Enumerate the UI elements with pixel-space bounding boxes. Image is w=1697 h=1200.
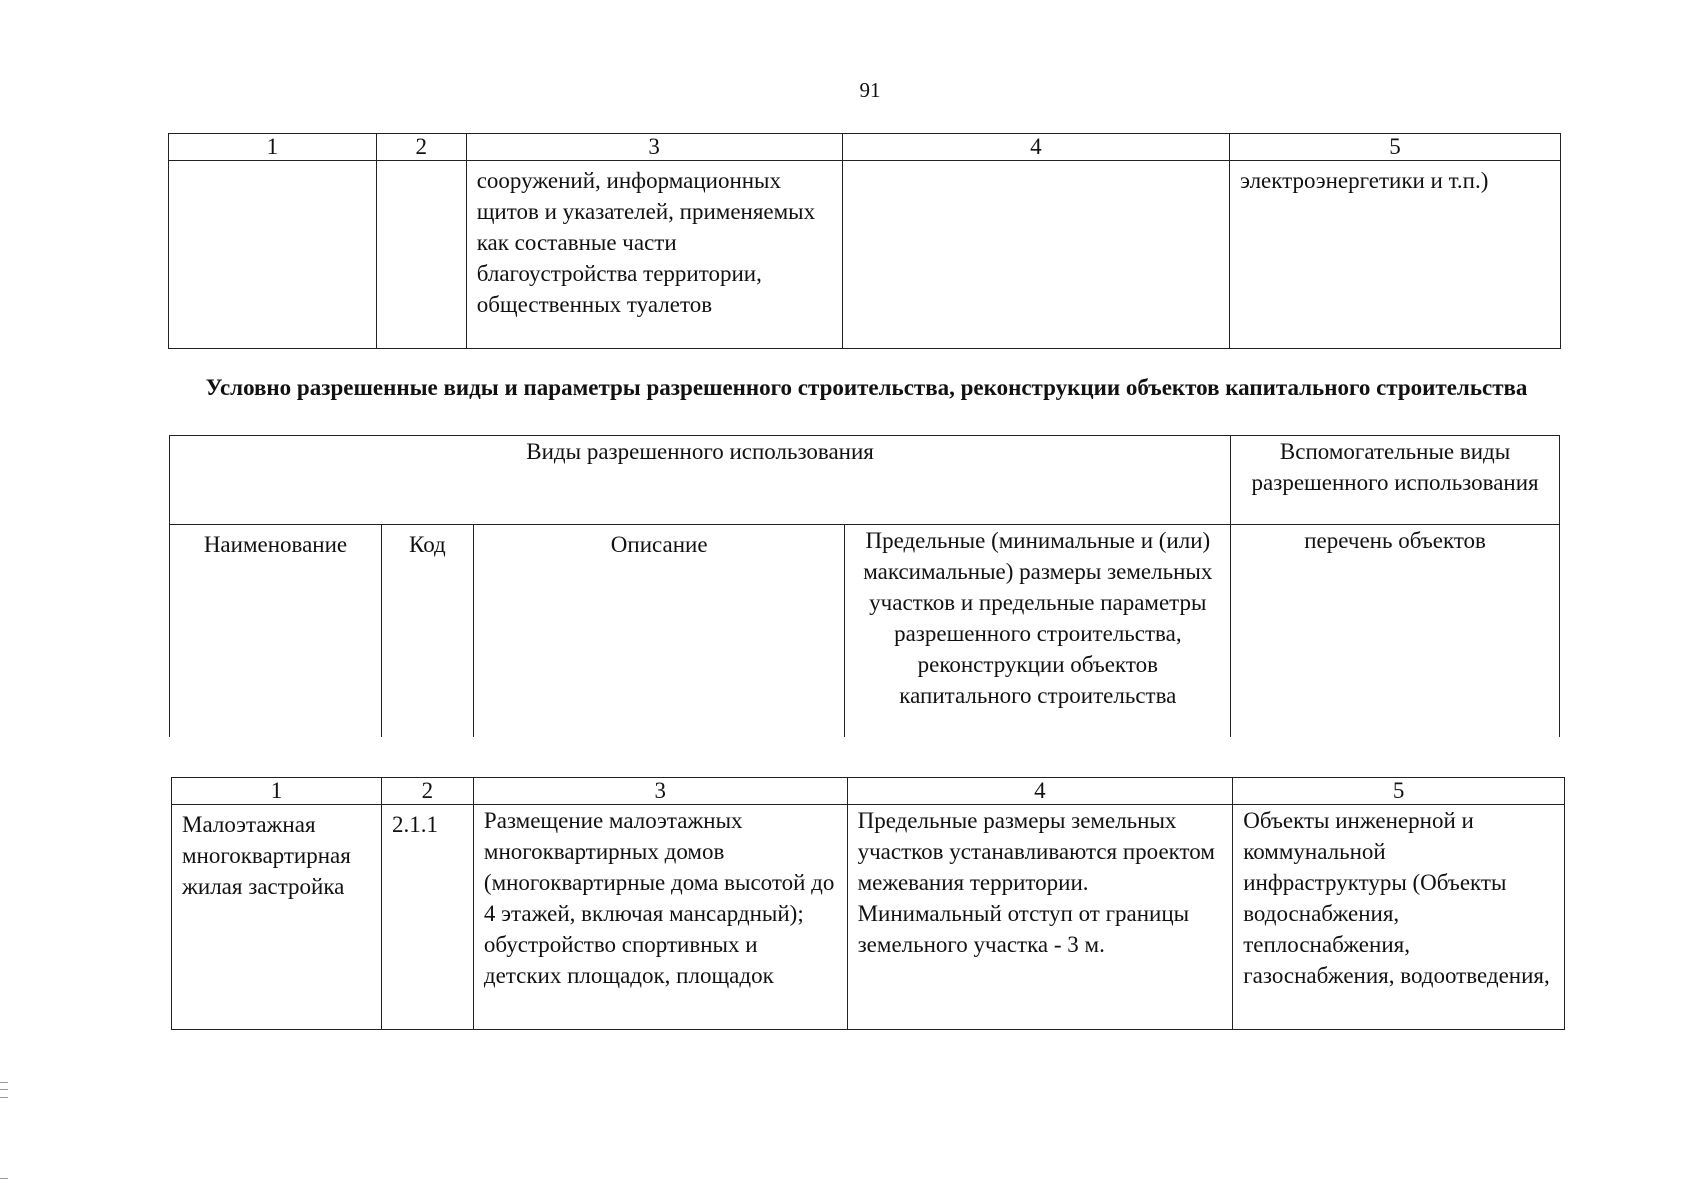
column-header-row [170,525,1560,738]
cell-limits: Предельные размеры земельных участков устанавливаются проектом межевания территории. Минимальный отступ от границы земельного участка - 3 м. [847,805,1233,1030]
cell-objects: Объекты инженерной и коммунальной инфраструктуры (Объекты водоснабжения, теплоснабжения, газоснабжения, водоотведения, [1233,805,1565,1030]
group-header-row [170,436,1560,525]
cell-name [169,161,377,349]
column-number-row [172,778,1565,805]
cell-objects: электроэнергетики и т.п.) [1230,161,1561,349]
column-header-name: Наименование [170,525,382,738]
cell-name: Малоэтажная многоквартирная жилая застройка [172,805,382,1030]
column-number-3: 3 [473,778,847,805]
scan-edge-mark [0,1082,8,1098]
page-number: 91 [859,78,881,102]
group-header-main: Виды разрешенного использования [170,436,1231,525]
cell-limits [842,161,1230,349]
column-number-1: 1 [169,134,377,161]
column-header-code: Код [381,525,473,738]
column-number-4: 4 [847,778,1233,805]
column-number-5: 5 [1230,134,1561,161]
column-number-3: 3 [466,134,842,161]
cell-code [376,161,466,349]
continued-table [168,133,1561,349]
column-number-5: 5 [1233,778,1565,805]
group-header-aux: Вспомогательные виды разрешенного использования [1231,436,1560,525]
header-table [169,435,1560,737]
table-row [172,805,1565,1030]
scan-edge-mark [0,1178,8,1179]
column-number-1: 1 [172,778,382,805]
cell-code: 2.1.1 [381,805,473,1030]
section-heading: Условно разрешенные виды и параметры разрешенного строительства, реконструкции объектов капитального строительства [205,375,1528,400]
table-row [169,161,1561,349]
data-table [171,777,1565,1030]
column-header-limits: Предельные (минимальные и (или) максимальные) размеры земельных участков и предельные параметры разрешенного строительства, реконструкции объектов капитального строительства [845,525,1231,738]
column-header-objects: перечень объектов [1231,525,1560,738]
column-header-description: Описание [473,525,845,738]
column-number-4: 4 [842,134,1230,161]
column-number-2: 2 [381,778,473,805]
cell-description: Размещение малоэтажных многоквартирных домов (многоквартирные дома высотой до 4 этажей, включая мансардный); обустройство спортивных и детских площадок, площадок [473,805,847,1030]
column-number-2: 2 [376,134,466,161]
cell-description: сооружений, информационных щитов и указателей, применяемых как составные части благоустройства территории, общественных туалетов [466,161,842,349]
column-number-row [169,134,1561,161]
